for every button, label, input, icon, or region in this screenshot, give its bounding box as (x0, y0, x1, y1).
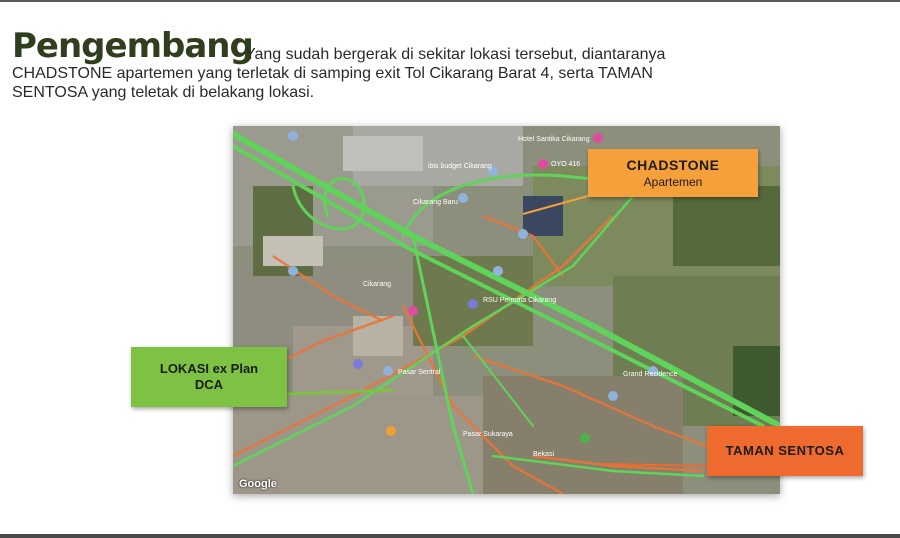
callout-chadstone-subtitle: Apartemen (643, 175, 703, 189)
map-label-pasar-sukaraya: Pasar Sukaraya (463, 431, 513, 438)
callout-lokasi-line2: DCA (194, 377, 224, 392)
map-label-ibis: ibis budget Cikarang (428, 163, 492, 170)
map-label-hotel: Hotel Santika Cikarang (518, 136, 590, 143)
google-attribution: Google (239, 478, 277, 490)
callout-taman-sentosa: TAMAN SENTOSA (707, 426, 863, 476)
map-label-cikarang: Cikarang (363, 281, 392, 288)
slide-intro-text: Yang sudah bergerak di sekitar lokasi tersebut, diantaranya (245, 46, 666, 63)
slide-top-border (0, 0, 900, 2)
callout-lokasi (131, 347, 287, 407)
map-label-rsu: RSU Permata Cikarang (483, 297, 557, 304)
map-label-grand: Grand Residence (623, 371, 678, 378)
slide-bottom-border (0, 534, 900, 538)
map-label-pasar: Pasar Sentral (398, 369, 441, 376)
callout-chadstone-title: CHADSTONE (626, 157, 720, 173)
map-label-cikarang-baru: Cikarang Baru (413, 199, 458, 206)
callout-lokasi-line1: LOKASI ex Plan (159, 361, 259, 376)
map-label-oyo: OYO 416 (551, 161, 581, 168)
callout-chadstone (588, 149, 758, 197)
slide-body-text: CHADSTONE apartemen yang terletak di samping exit Tol Cikarang Barat 4, serta TAMAN SENTOSA yang teletak di belakang lokasi. (12, 65, 653, 101)
slide-title: Pengembang (12, 26, 253, 66)
map-label-bekasi: Bekasi (533, 451, 555, 458)
